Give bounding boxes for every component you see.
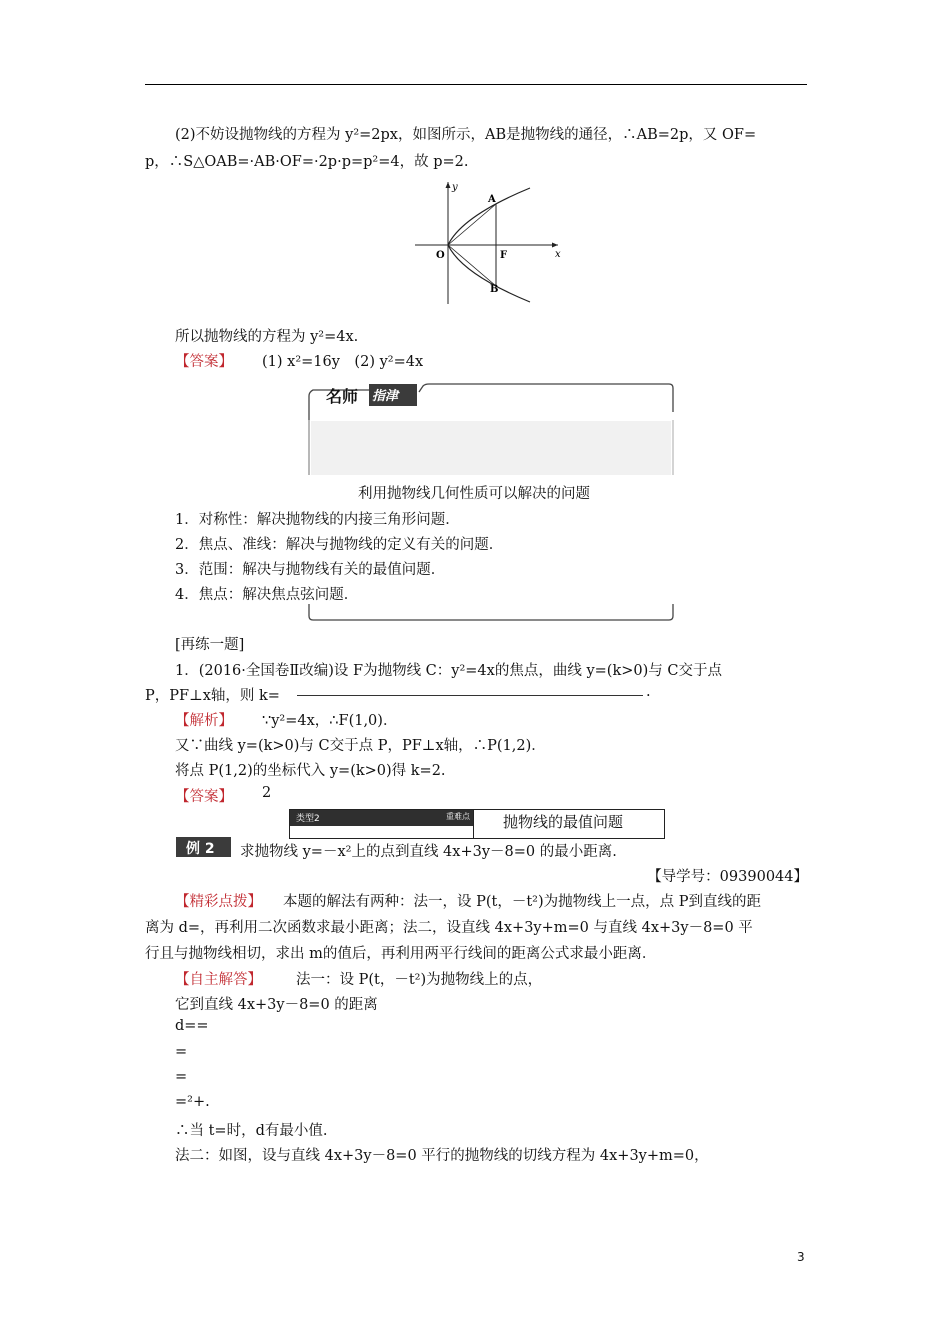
teacher-tip-title: 名师	[326, 387, 359, 406]
key-hint-line-3: 行且与抛物线相切，求出 m的值后，再利用两平行线间的距离公式求最小距离．	[145, 946, 657, 962]
tip-item: 2．焦点、准线：解决与抛物线的定义有关的问题．	[175, 537, 504, 553]
analysis-line-2: 又∵曲线 y=(k>0)与 C交于点 P，PF⊥x轴，∴P(1,2)．	[175, 738, 546, 754]
teacher-tip-title-badge: 指津	[372, 389, 399, 404]
topic-type-number: 类型2	[296, 814, 320, 824]
tip-item: 4．焦点：解决焦点弦问题．	[175, 587, 359, 603]
axis-label-x: x	[555, 249, 561, 260]
practice-question-line-1: 1．(2016·全国卷Ⅱ改编)设 F为抛物线 C：y²=4x的焦点，曲线 y=(k>0)与 C交于点	[175, 663, 722, 679]
key-hint-label: 【精彩点拨】	[175, 894, 262, 910]
point-label-f: F	[500, 250, 508, 261]
solution-line-1: (2)不妨设抛物线的方程为 y²=2px，如图所示，AB是抛物线的通径，∴AB=2p，又 OF=	[175, 127, 757, 143]
example-badge	[176, 837, 231, 857]
answer-text-1: (1) x²=16y (2) y²=4x	[262, 354, 424, 370]
solution-step: 法二：如图，设与直线 4x+3y－8=0 平行的抛物线的切线方程为 4x+3y+m=0，	[175, 1148, 709, 1164]
point-label-b: B	[490, 284, 499, 295]
teacher-tip-frame-bottom	[307, 604, 675, 624]
solution-step: =	[175, 1044, 188, 1060]
example-badge-label: 例 2	[186, 841, 215, 857]
key-hint-line-1: 本题的解法有两种：法一，设 P(t，－t²)为抛物线上一点，点 P到直线的距	[283, 894, 762, 910]
analysis-line-1: ∵y²=4x，∴F(1,0)．	[262, 713, 398, 729]
point-label-o: O	[436, 250, 445, 261]
answer-label-2: 【答案】	[175, 789, 233, 805]
axis-label-y: y	[452, 182, 458, 193]
guide-number: 【导学号：09390044】	[647, 869, 808, 885]
answer-blank	[297, 695, 643, 696]
answer-label-1: 【答案】	[175, 354, 233, 370]
header-rule	[145, 84, 807, 85]
topic-type-separator	[473, 810, 474, 838]
tip-item: 3．范围：解决与抛物线有关的最值问题．	[175, 562, 446, 578]
practice-question-line-2: P，PF⊥x轴，则 k=	[145, 688, 280, 704]
topic-type-title: 抛物线的最值问题	[503, 813, 624, 831]
page-number: 3	[797, 1250, 805, 1264]
self-solution-line-1: 法一：设 P(t，－t²)为抛物线上的点，	[296, 972, 543, 988]
self-solution-label: 【自主解答】	[175, 972, 262, 988]
example-question: 求抛物线 y=－x²上的点到直线 4x+3y－8=0 的最小距离.	[240, 844, 617, 860]
answer-text-2: 2	[262, 785, 272, 801]
parabola-figure	[410, 178, 570, 308]
practice-label: [再练一题]	[175, 637, 245, 653]
solution-step: =	[175, 1069, 188, 1085]
solution-step: =²+.	[175, 1094, 210, 1110]
question-end-period: .	[646, 684, 651, 700]
solution-step: 它到直线 4x+3y－8=0 的距离	[175, 997, 378, 1013]
topic-type-tag: 重难点	[446, 812, 470, 821]
solution-line-2: p，∴S△OAB=·AB·OF=·2p·p=p²=4，故 p=2.	[145, 154, 469, 170]
solution-step: d==	[175, 1018, 209, 1034]
teacher-tip-frame-top	[307, 380, 675, 475]
solution-step: ∴当 t=时，d有最小值.	[175, 1123, 328, 1139]
tip-item: 1．对称性：解决抛物线的内接三角形问题．	[175, 512, 460, 528]
point-label-a: A	[488, 194, 496, 205]
analysis-label: 【解析】	[175, 713, 233, 729]
key-hint-line-2: 离为 d=，再利用二次函数求最小距离；法二，设直线 4x+3y+m=0 与直线 4x+3y－8=0 平	[145, 920, 753, 936]
teacher-tip-heading: 利用抛物线几何性质可以解决的问题	[358, 486, 590, 502]
solution-conclusion: 所以抛物线的方程为 y²=4x.	[175, 329, 359, 345]
analysis-line-3: 将点 P(1,2)的坐标代入 y=(k>0)得 k=2.	[175, 763, 446, 779]
